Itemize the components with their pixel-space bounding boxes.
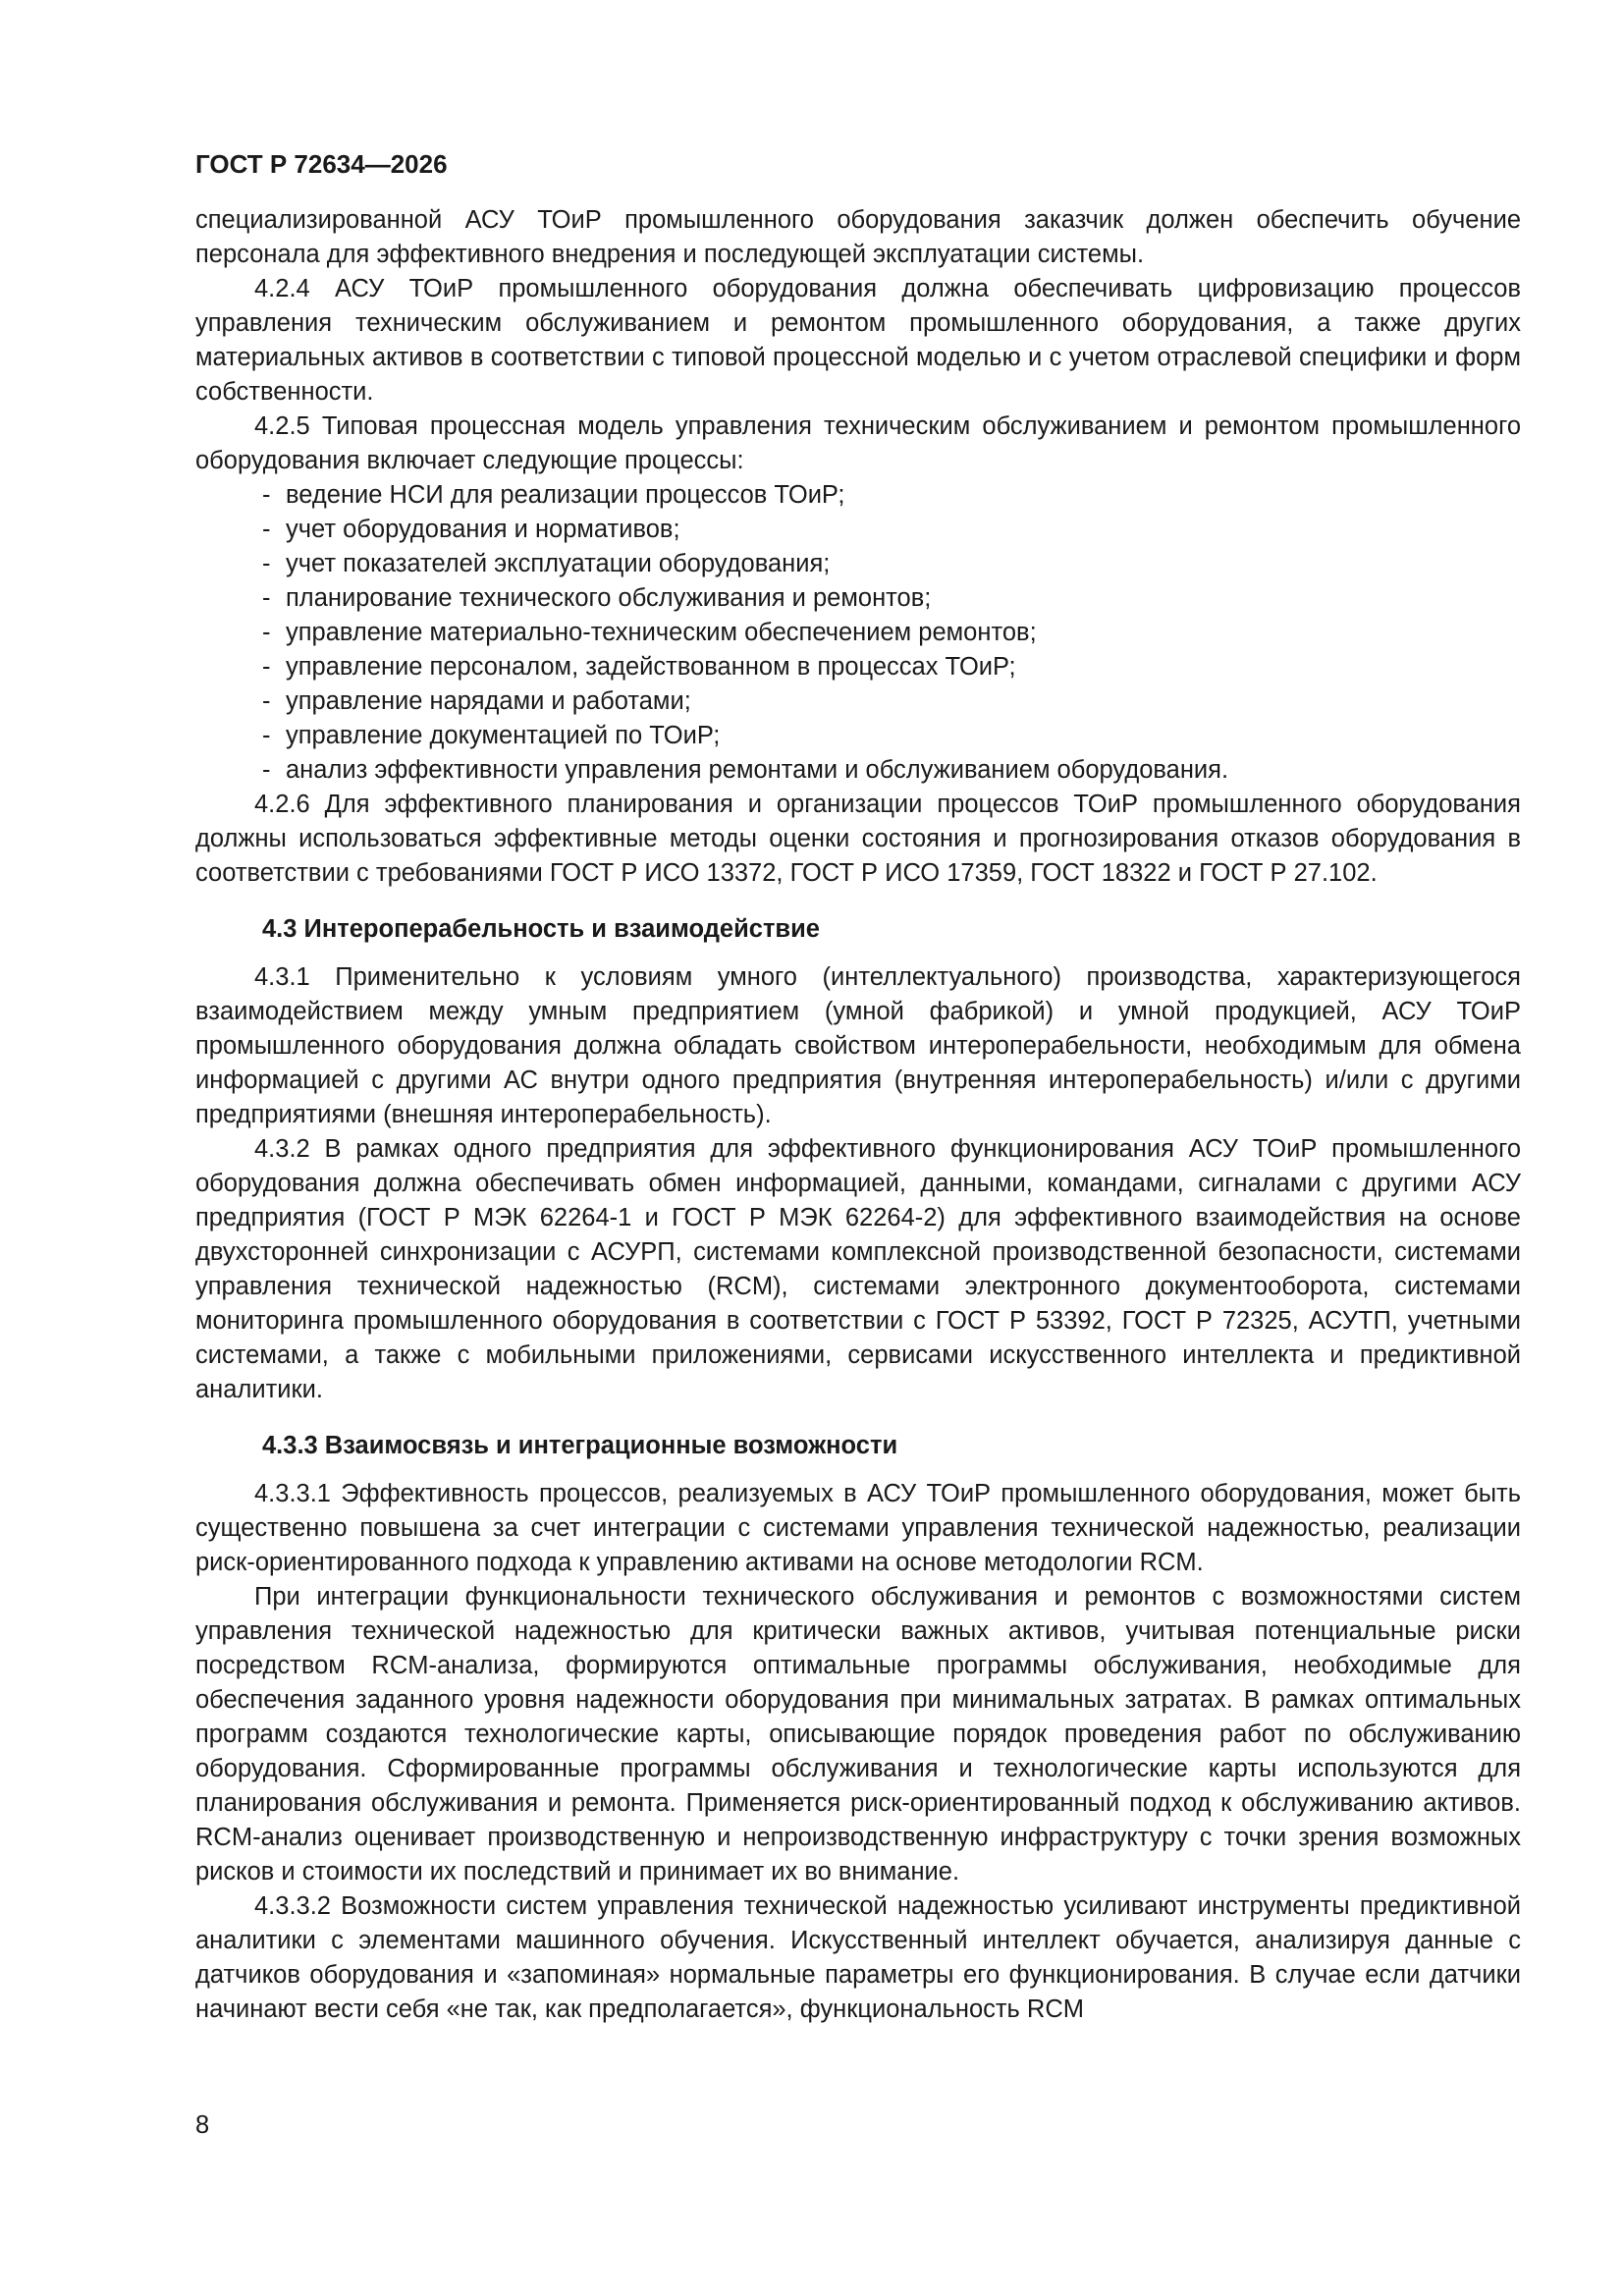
list-item: - управление нарядами и работами;	[262, 687, 691, 715]
list-item: - учет показателей эксплуатации оборудования;	[262, 550, 831, 577]
list-item: - ведение НСИ для реализации процессов ТОиР;	[262, 481, 845, 509]
document-header: ГОСТ Р 72634—2026	[195, 149, 448, 179]
paragraph-4-2-6: 4.2.6 Для эффективного планирования и организации процессов ТОиР промышленного оборудования должны использоваться эффективные методы оценки состояния и прогнозирования отказов оборудования в соответствии с требованиями ГОСТ Р ИСО 13372, ГОСТ Р ИСО 17359, ГОСТ 18322 и ГОСТ Р 27.102.	[195, 791, 1521, 887]
list-item: - управление документацией по ТОиР;	[262, 722, 721, 749]
paragraph-4-3-3-2: 4.3.3.2 Возможности систем управления технической надежностью усиливают инструменты предиктивной аналитики с элементами машинного обучения. Искусственный интеллект обучается, анализируя данные с датчиков оборудования и «запоминая» нормальные параметры его функционирования. В случае если датчики начинают вести себя «не так, как предполагается», функциональность RCM	[195, 1892, 1521, 2023]
list-item: - учет оборудования и нормативов;	[262, 516, 680, 543]
document-page	[195, 147, 1521, 2027]
list-item: - управление материально-техническим обеспечением ремонтов;	[262, 619, 1037, 646]
paragraph-intro: специализированной АСУ ТОиР промышленного оборудования заказчик должен обеспечить обучение персонала для эффективного внедрения и последующей эксплуатации системы.	[195, 206, 1521, 268]
paragraph-4-3-3-1-continued: При интеграции функциональности технического обслуживания и ремонтов с возможностями систем управления технической надежностью для критически важных активов, учитывая потенциальные риски посредством RCM-анализа, формируются оптимальные программы обслуживания, необходимые для обеспечения заданного уровня надежности оборудования при минимальных затратах. В рамках оптимальных программ создаются технологические карты, описывающие порядок проведения работ по обслуживанию оборудования. Сформированные программы обслуживания и технологические карты используются для планирования обслуживания и ремонта. Применяется риск-ориентированный подход к обслуживанию активов. RCM-анализ оценивает производственную и непроизводственную инфраструктуру с точки зрения возможных рисков и стоимости их последствий и принимает их во внимание.	[195, 1583, 1521, 1886]
paragraph-4-3-2: 4.3.2 В рамках одного предприятия для эффективного функционирования АСУ ТОиР промышленного оборудования должна обеспечивать обмен информацией, данными, командами, сигналами с другими АСУ предприятия (ГОСТ Р МЭК 62264-1 и ГОСТ Р МЭК 62264-2) для эффективного взаимодействия на основе двухсторонней синхронизации с АСУРП, системами комплексной производственной безопасности, системами управления технической надежностью (RCM), системами электронного документооборота, системами мониторинга промышленного оборудования в соответствии с ГОСТ Р 53392, ГОСТ Р 72325, АСУТП, учетными системами, а также с мобильными приложениями, сервисами искусственного интеллекта и предиктивной аналитики.	[195, 1135, 1521, 1403]
section-heading-4-3-3: 4.3.3 Взаимосвязь и интеграционные возможности	[262, 1432, 898, 1459]
list-item: - планирование технического обслуживания и ремонтов;	[262, 584, 932, 612]
paragraph-4-3-3-1: 4.3.3.1 Эффективность процессов, реализуемых в АСУ ТОиР промышленного оборудования, может быть существенно повышена за счет интеграции с системами управления технической надежностью, реализации риск-ориентированного подхода к управлению активами на основе методологии RCM.	[195, 1480, 1521, 1576]
page-number: 8	[195, 2111, 210, 2139]
list-item: - управление персоналом, задействованном в процессах ТОиР;	[262, 653, 1016, 681]
paragraph-4-3-1: 4.3.1 Применительно к условиям умного (интеллектуального) производства, характеризующегося взаимодействием между умным предприятием (умной фабрикой) и умной продукцией, АСУ ТОиР промышленного оборудования должна обладать свойством интероперабельности, необходимым для обмена информацией с другими АС внутри одного предприятия (внутренняя интероперабельность) и/или с другими предприятиями (внешняя интероперабельность).	[195, 963, 1521, 1128]
list-item: - анализ эффективности управления ремонтами и обслуживанием оборудования.	[262, 756, 1229, 784]
paragraph-4-2-4: 4.2.4 АСУ ТОиР промышленного оборудования должна обеспечивать цифровизацию процессов управления техническим обслуживанием и ремонтом промышленного оборудования, а также других материальных активов в соответствии с типовой процессной моделью и с учетом отраслевой специфики и форм собственности.	[195, 275, 1521, 406]
section-heading-4-3: 4.3 Интероперабельность и взаимодействие	[262, 915, 820, 943]
process-list	[195, 478, 1521, 788]
paragraph-4-2-5: 4.2.5 Типовая процессная модель управления техническим обслуживанием и ремонтом промышленного оборудования включает следующие процессы:	[195, 412, 1521, 474]
